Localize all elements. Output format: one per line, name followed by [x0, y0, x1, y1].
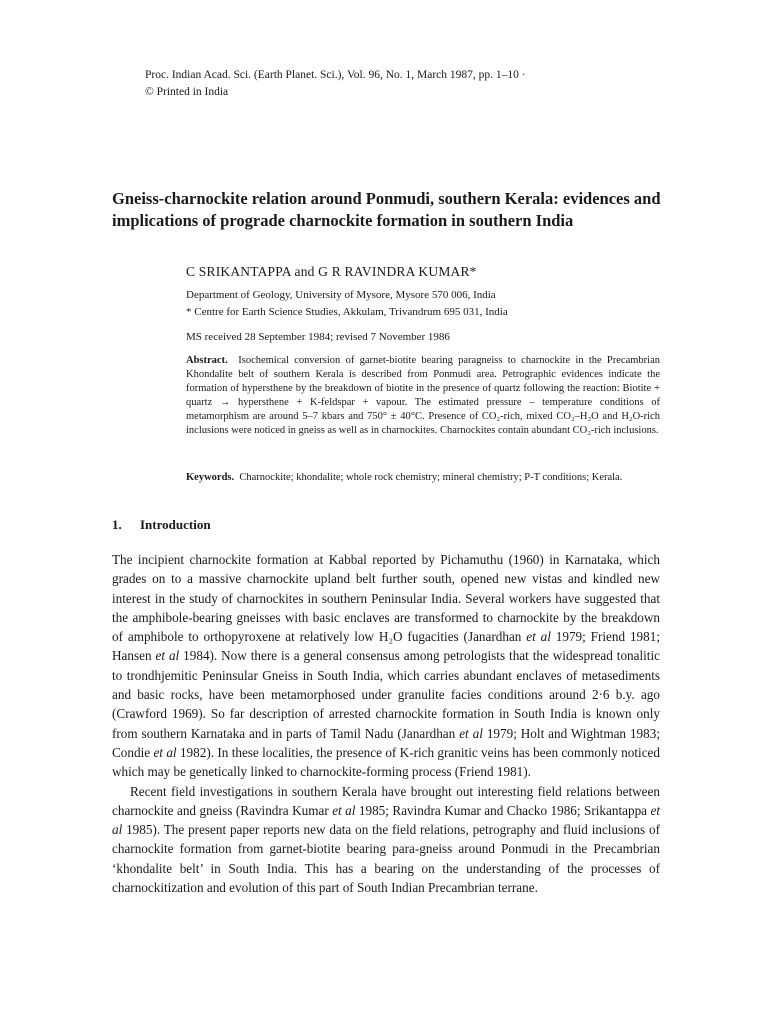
p2-text-c: 1985). The present paper reports new data on the field relations, petrography and fluid inclusions of charnockite formation from garnet-biotite bearing para-gneiss around Ponmudi in the Precambrian ‘khondalite belt’ in South India. This has a bearing on the understanding of the processes of charnockitization and evolution of this part of South Indian Precambrian terrane. — [112, 822, 660, 896]
received-dates: MS received 28 September 1984; revised 7 November 1986 — [186, 331, 450, 343]
abstract-label: Abstract. — [186, 355, 228, 366]
section-number: 1. — [112, 517, 122, 532]
affiliation-primary: Department of Geology, University of Mysore, Mysore 570 006, India — [186, 289, 496, 301]
p1-text-c: 1984). Now there is a general consensus among petrologists that the widespread tonalitic to trondhjemitic Peninsular Gneiss in South India, which carries abundant enclaves of metasediments and basic rocks, have been metamorphosed under granulite facies conditions around 2·6 b.y. ago (Crawford 1969). So far description of arrested charnockite formation in South India is known only from southern Karnataka and in parts of Tamil Nadu (Janardhan — [112, 648, 660, 741]
p2-etal-2: et al — [112, 802, 661, 838]
p2-text-b: 1985; Ravindra Kumar and Chacko 1986; Srikantappa — [355, 802, 651, 818]
p1-text-a: The incipient charnockite formation at Kabbal reported by Pichamuthu (1960) in Karnataka, which grades on to a massive charnockite upland belt further south, opened new vistas and kindled new interest in the study of charnockites in southern Peninsular India. Several workers have suggested that the amphibole-bearing gneisses with basic enclaves are transformed to charnockite by the breakdown of amphibole to orthopyroxene at relatively low H₂O fugacities (Janardhan — [112, 552, 660, 645]
p1-etal-2: et al — [155, 648, 180, 664]
journal-header — [145, 67, 526, 101]
keywords-label: Keywords. — [186, 472, 235, 483]
p1-etal-1: et al — [526, 629, 551, 645]
body-paragraph — [112, 782, 660, 898]
keywords — [186, 471, 660, 485]
affiliation-secondary: * Centre for Earth Science Studies, Akkulam, Trivandrum 695 031, India — [186, 306, 508, 318]
p2-text-a: Recent field investigations in southern Kerala have brought out interesting field relations between charnockite and gneiss (Ravindra Kumar — [112, 783, 660, 818]
p1-text-e: 1982). In these localities, the presence of K-rich granitic veins has been commonly noticed which may be genetically linked to charnockite-forming process (Friend 1981). — [112, 744, 660, 780]
author-list: C SRIKANTAPPA and G R RAVINDRA KUMAR* — [186, 264, 477, 279]
p1-etal-4: et al — [153, 744, 177, 760]
p1-etal-3: et al — [459, 725, 483, 741]
p1-text-d: 1979; Holt and Wightman 1983; Condie — [112, 725, 660, 760]
body-text — [112, 550, 660, 897]
abstract-text: Isochemical conversion of garnet-biotite bearing paragneiss to charnockite in the Precambrian Khondalite belt of southern Kerala is described from Ponmudi area. Petrographic evidences indicate the formation of hypersthene by the breakdown of biotite in the presence of quartz following the reaction: Biotite + quartz → hypersthene + K-feldspar + vapour. The estimated pressure – temperature conditions of metamorphism are around 5–7 kbars and 750° ± 40°C. Presence of CO₂-rich, mixed CO₂–H₂O and H₂O-rich inclusions were noticed in gneiss as well as in charnockites. Charnockites contain abundant CO₂-rich inclusions. — [186, 355, 660, 436]
body-paragraph — [112, 550, 660, 782]
keywords-text: Charnockite; khondalite; whole rock chemistry; mineral chemistry; P-T conditions; Kerala. — [239, 472, 623, 483]
abstract — [186, 354, 660, 438]
journal-citation: Proc. Indian Acad. Sci. (Earth Planet. Sci.), Vol. 96, No. 1, March 1987, pp. 1–10 · — [145, 69, 526, 81]
printed-notice: © Printed in India — [145, 86, 229, 98]
paper-title: Gneiss-charnockite relation around Ponmudi, southern Kerala: evidences and implications of prograde charnockite formation in southern India — [112, 189, 661, 230]
p2-etal-1: et al — [332, 802, 356, 818]
section-title: Introduction — [140, 517, 211, 532]
section-heading — [112, 517, 211, 533]
p1-text-b: 1979; Friend 1981; Hansen — [112, 629, 660, 664]
